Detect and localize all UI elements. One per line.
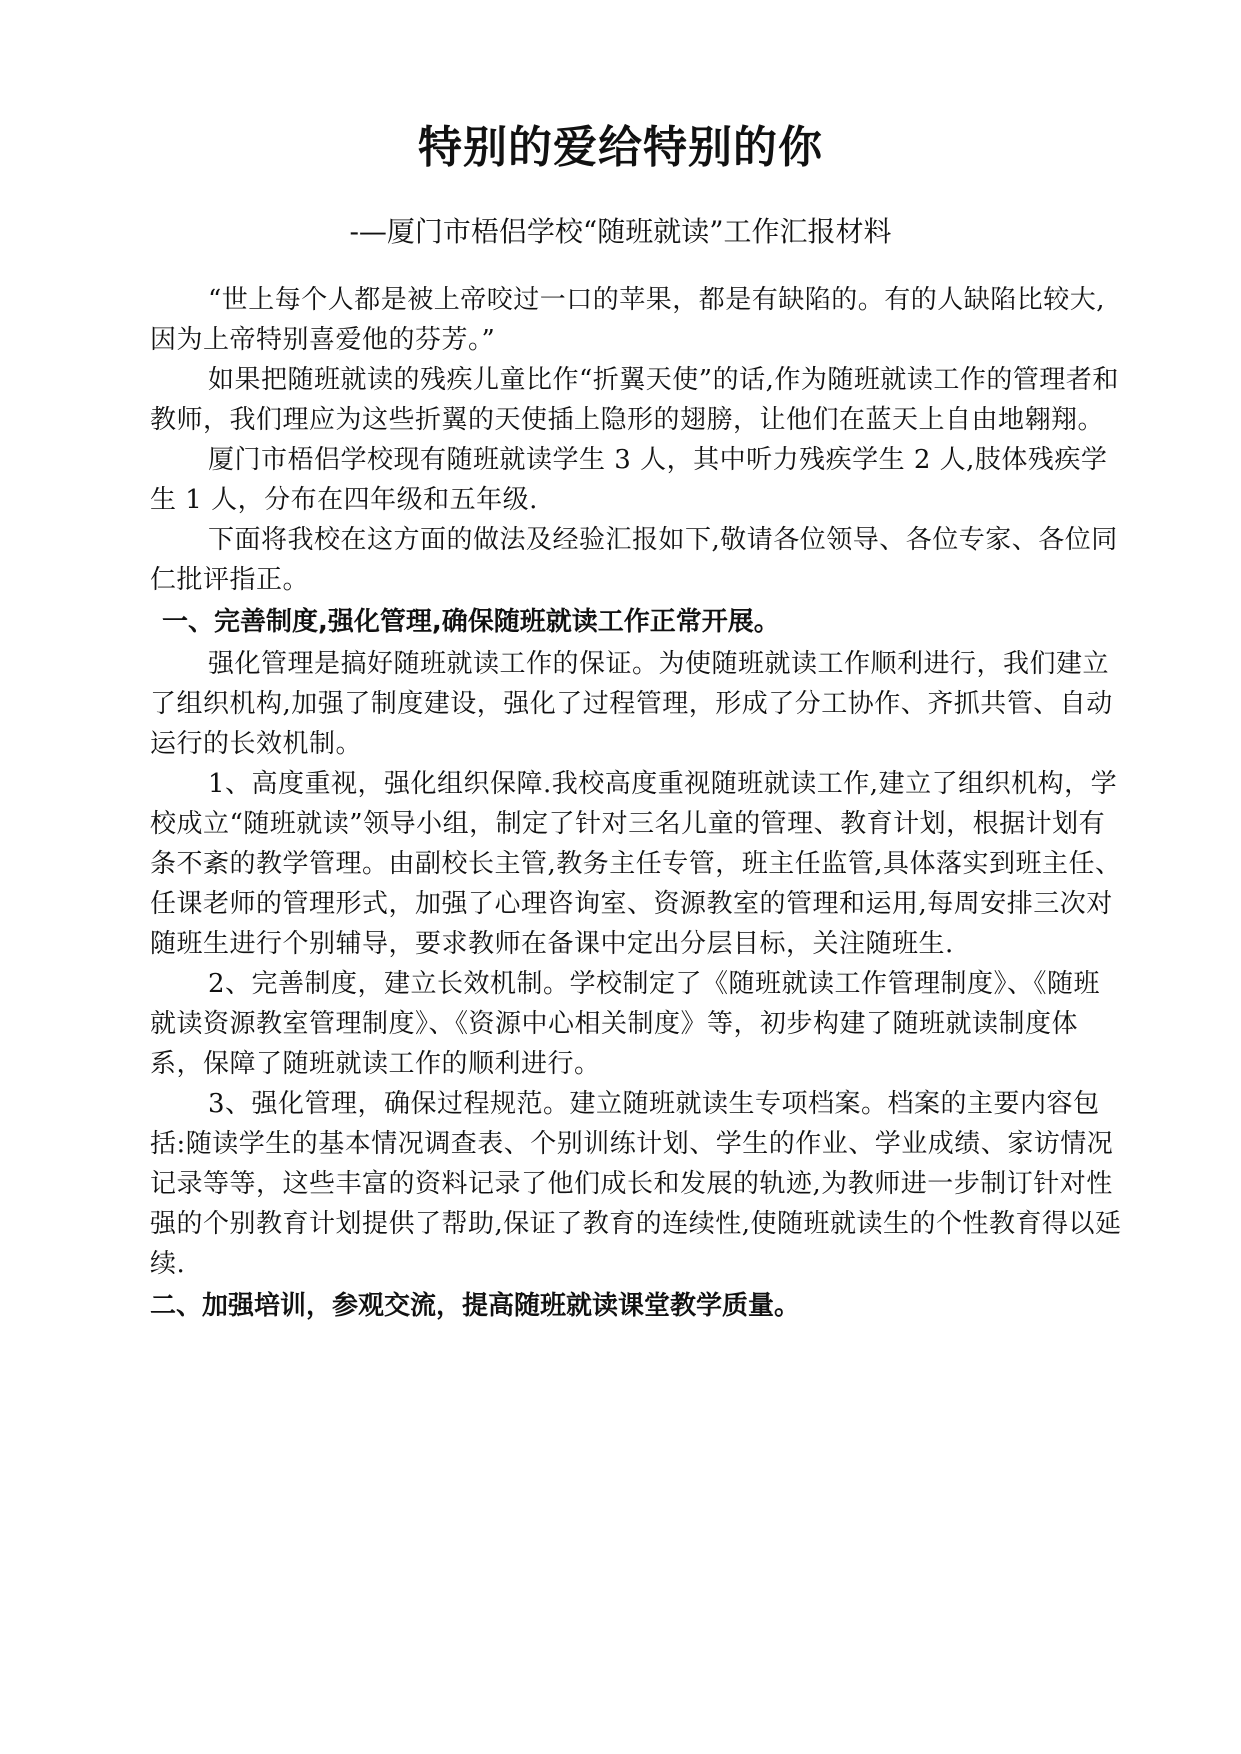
paragraph-intro: 如果把随班就读的残疾儿童比作“折翼天使”的话,作为随班就读工作的管理者和教师，我们理应为这些折翼的天使插上隐形的翅膀，让他们在蓝天上自由地翱翔。 [150, 365, 1119, 435]
paragraph-management: 强化管理是搞好随班就读工作的保证。为使随班就读工作顺利进行，我们建立了组织机构,加强了制度建设，强化了过程管理，形成了分工协作、齐抓共管、自动运行的长效机制。 [150, 649, 1113, 759]
paragraph-item-1: 1、高度重视，强化组织保障.我校高度重视随班就读工作,建立了组织机构，学校成立“随班就读”领导小组，制定了针对三名儿童的管理、教育计划，根据计划有条不紊的教学管理。由副校长主管,教务主任专管，班主任监管,具体落实到班主任、任课老师的管理形式，加强了心理咨询室、资源教室的管理和运用,每周安排三次对随班生进行个别辅导，要求教师在备课中定出分层目标，关注随班生. [150, 769, 1122, 959]
paragraph-quote: “世上每个人都是被上帝咬过一口的苹果，都是有缺陷的。有的人缺陷比较大,因为上帝特别喜爱他的芬芳。” [150, 285, 1106, 355]
paragraph-students: 厦门市梧侣学校现有随班就读学生 3 人，其中听力残疾学生 2 人,肢体残疾学生 1 人，分布在四年级和五年级. [150, 445, 1108, 515]
paragraph-report: 下面将我校在这方面的做法及经验汇报如下,敬请各位领导、各位专家、各位同仁批评指正。 [150, 525, 1118, 595]
document-body [150, 280, 1125, 1328]
paragraph-item-2: 2、完善制度，建立长效机制。学校制定了《随班就读工作管理制度》、《随班就读资源教室管理制度》、《资源中心相关制度》等，初步构建了随班就读制度体系，保障了随班就读工作的顺利进行。 [150, 969, 1101, 1079]
paragraph-item-3: 3、强化管理，确保过程规范。建立随班就读生专项档案。档案的主要内容包括:随读学生的基本情况调查表、个别训练计划、学生的作业、学业成绩、家访情况记录等等，这些丰富的资料记录了他们成长和发展的轨迹,为教师进一步制订针对性强的个别教育计划提供了帮助,保证了教育的连续性,使随班就读生的个性教育得以延续. [150, 1089, 1122, 1279]
document-title: 特别的爱给特别的你 [418, 122, 823, 173]
section-heading-1: 一、完善制度,强化管理,确保随班就读工作正常开展。 [162, 607, 780, 637]
document-subtitle: -—厦门市梧侣学校“随班就读”工作汇报材料 [349, 215, 892, 248]
section-heading-2: 二、加强培训，参观交流，提高随班就读课堂教学质量。 [150, 1291, 801, 1321]
